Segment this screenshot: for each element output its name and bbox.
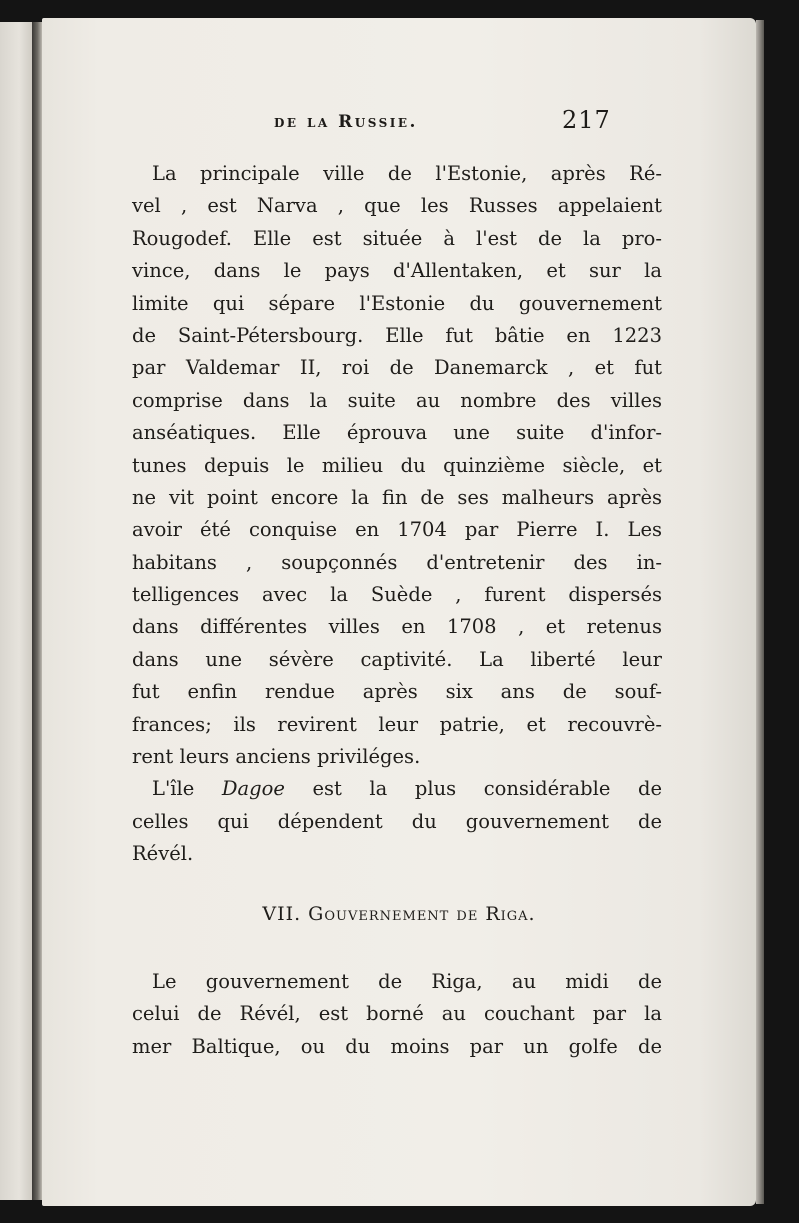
page-header xyxy=(42,104,756,144)
text-fragment: L'île xyxy=(152,777,222,801)
text-line: mer Baltique, ou du moins par un golfe de xyxy=(132,1034,662,1058)
text-line: ne vit point encore la fin de ses malheurs après xyxy=(132,485,662,509)
text-line: de Saint-Pétersbourg. Elle fut bâtie en 1223 xyxy=(132,323,662,347)
text-line: comprise dans la suite au nombre des villes xyxy=(132,388,662,412)
page-number: 217 xyxy=(562,106,611,134)
page-edge-shadow xyxy=(756,20,764,1204)
text-line: par Valdemar II, roi de Danemarck , et fut xyxy=(132,356,662,380)
text-line: vel , est Narva , que les Russes appelaient xyxy=(132,194,662,218)
paragraph-narva xyxy=(132,158,662,871)
text-line: frances; ils revirent leur patrie, et recouvrè- xyxy=(132,712,662,736)
text-line: Rougodef. Elle est située à l'est de la pro- xyxy=(132,226,662,250)
text-line: rent leurs anciens priviléges. xyxy=(132,745,421,769)
section-title: VII. Gouvernement de Riga. xyxy=(262,903,536,925)
text-line: limite qui sépare l'Estonie du gouvernement xyxy=(132,291,662,315)
text-line: telligences avec la Suède , furent dispersés xyxy=(132,583,662,607)
text-line: Le gouvernement de Riga, au midi de xyxy=(152,970,662,993)
facing-page-edge xyxy=(0,22,32,1200)
island-name: Dagoe xyxy=(221,777,285,801)
text-line: anséatiques. Elle éprouva une suite d'infor- xyxy=(132,421,662,445)
text-line: dans différentes villes en 1708 , et retenus xyxy=(132,615,662,639)
book-page xyxy=(42,18,756,1206)
paragraph-riga xyxy=(132,966,662,1063)
text-line: fut enfin rendue après six ans de souf- xyxy=(132,680,662,704)
text-line: Révél. xyxy=(132,842,194,866)
text-line-dagoe xyxy=(132,773,662,805)
text-line: avoir été conquise en 1704 par Pierre I. Les xyxy=(132,518,662,542)
text-fragment: est la plus considérable de xyxy=(284,777,662,801)
text-line: habitans , soupçonnés d'entretenir des in- xyxy=(132,550,662,574)
book-gutter xyxy=(32,22,42,1200)
text-line: vince, dans le pays d'Allentaken, et sur la xyxy=(132,259,662,283)
text-line: celles qui dépendent du gouvernement de xyxy=(132,809,662,833)
text-line: celui de Révél, est borné au couchant par la xyxy=(132,1002,662,1026)
text-line: tunes depuis le milieu du quinzième siècle, et xyxy=(132,453,662,477)
text-line: dans une sévère captivité. La liberté leur xyxy=(132,647,662,671)
running-head: de la Russie. xyxy=(274,112,418,132)
text-line: La principale ville de l'Estonie, après Ré- xyxy=(152,162,662,185)
